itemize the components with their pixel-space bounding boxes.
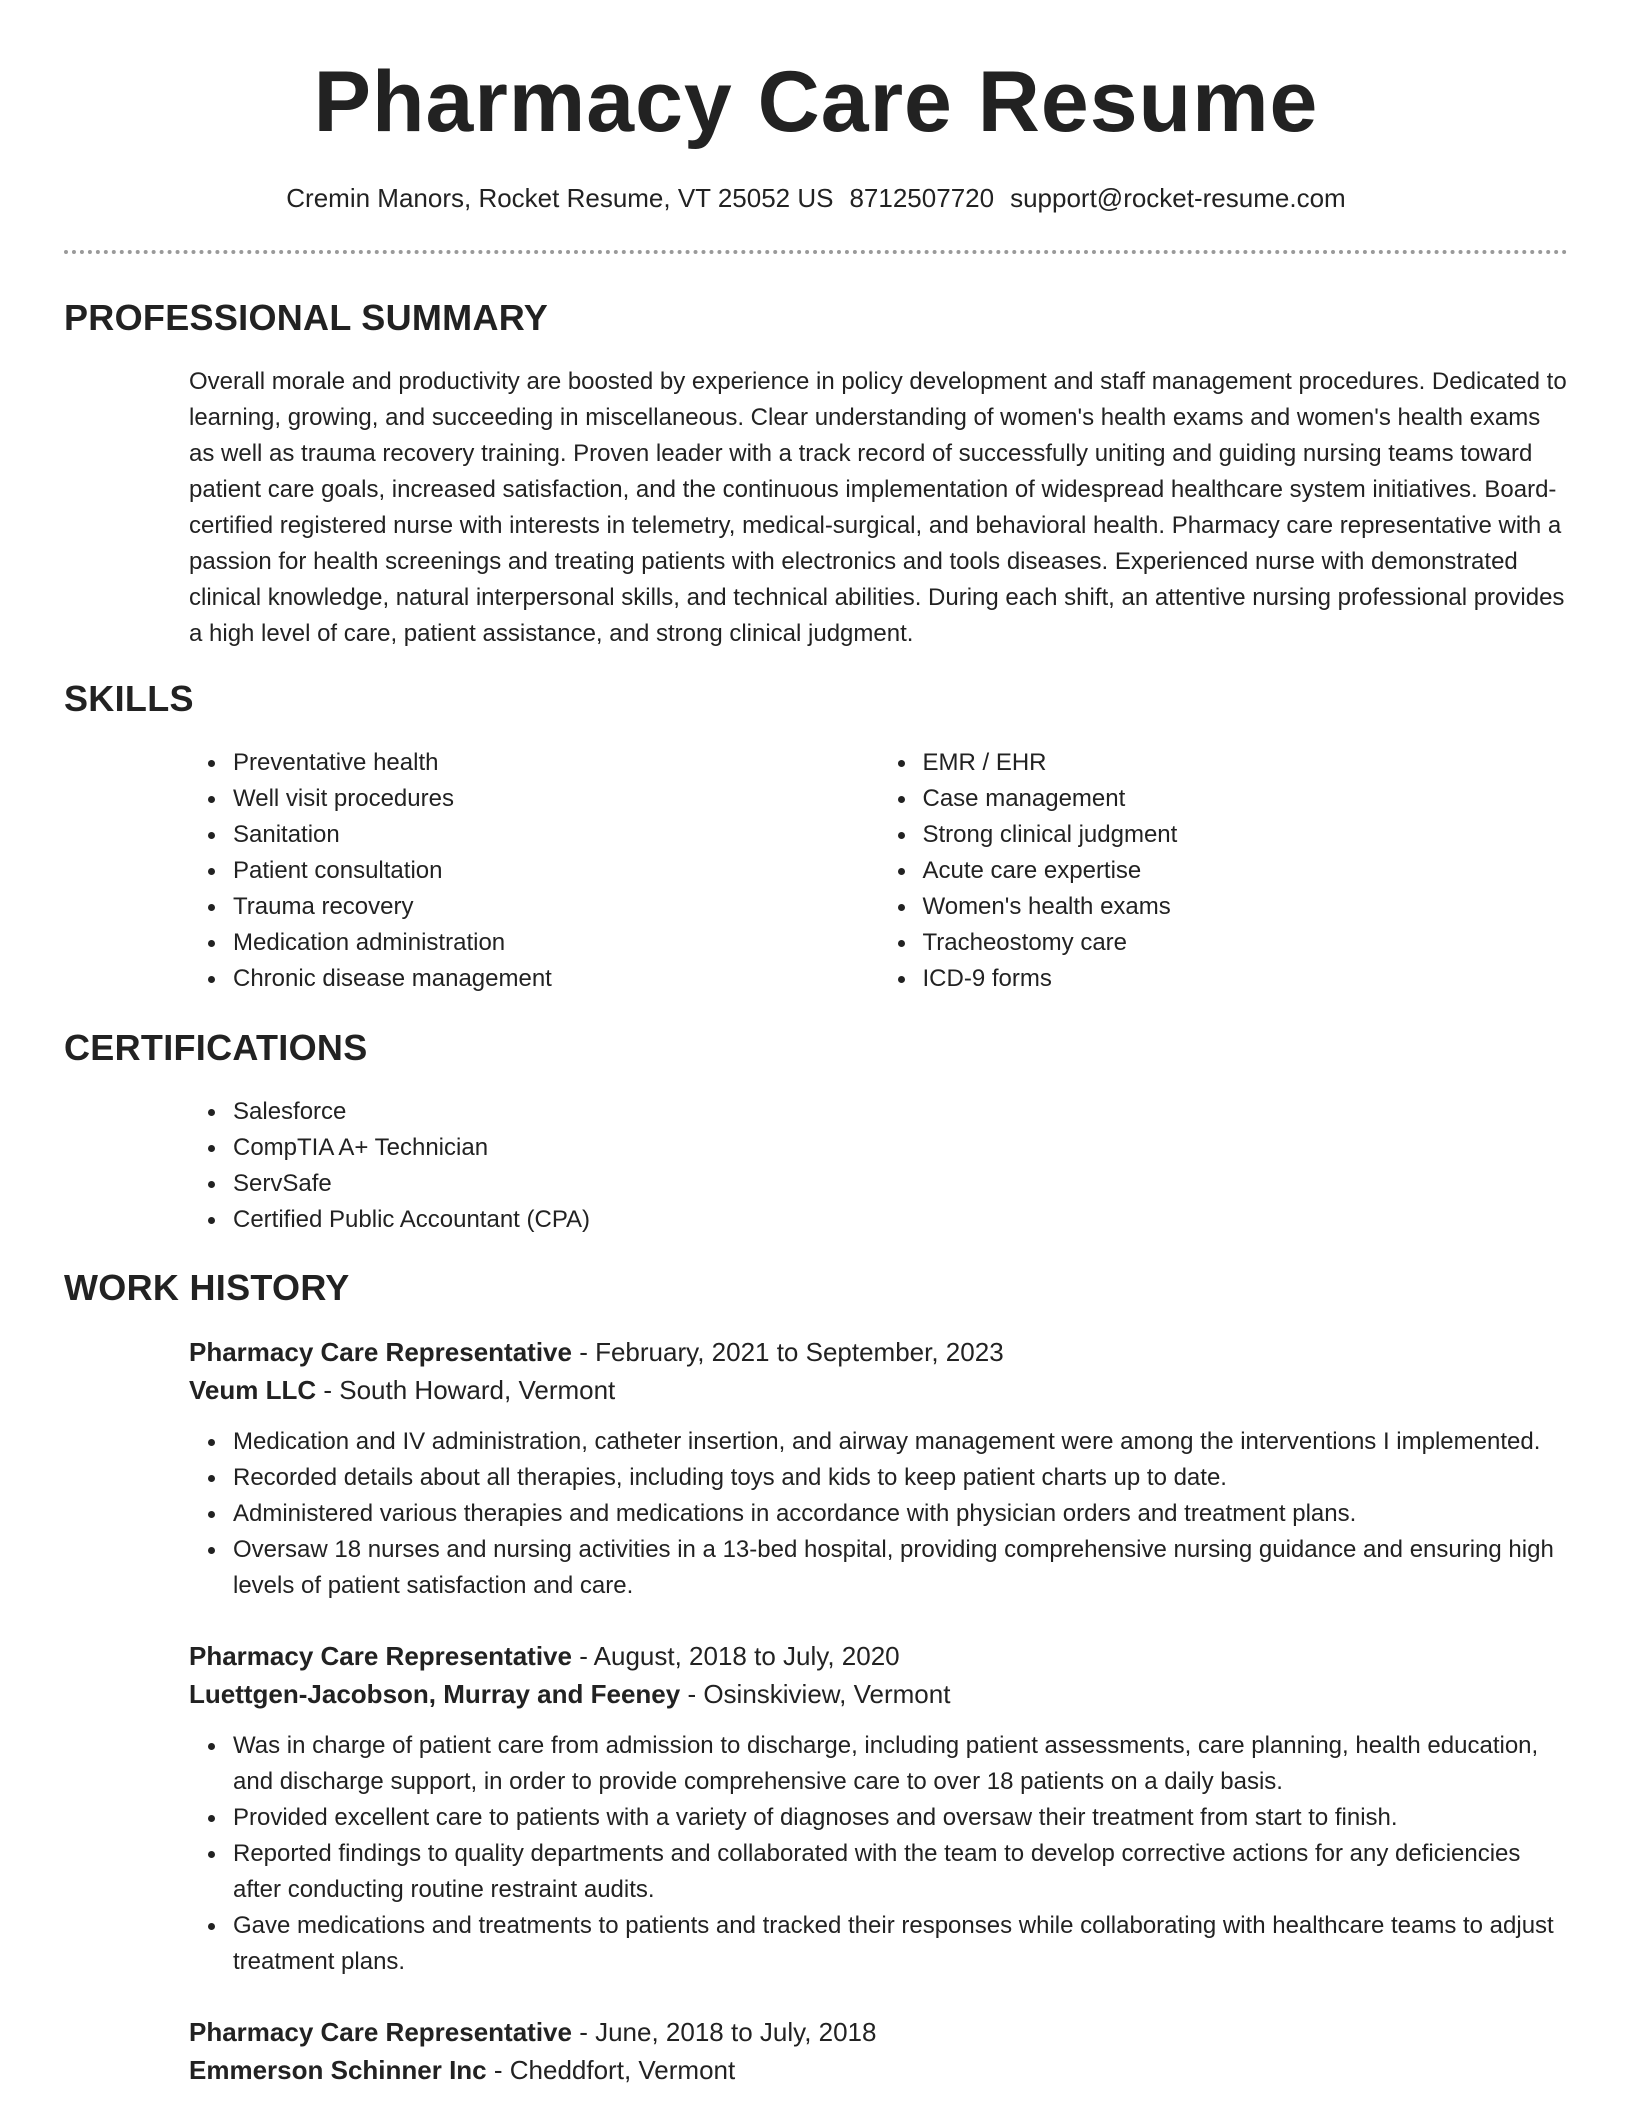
job-title-line	[189, 1334, 1568, 1370]
job-location: - Cheddfort, Vermont	[486, 2055, 736, 2085]
job-duty: Reported findings to quality departments and collaborated with the team to develop corrective actions for any deficiencies after conducting routine restraint audits.	[233, 1836, 1568, 1908]
skill-item: Case management	[923, 781, 1569, 817]
skill-item: Medication administration	[233, 925, 879, 961]
contact-phone: 8712507720	[849, 183, 995, 213]
job-duty: Provided excellent care to patients with a variety of diagnoses and oversaw their treatment from start to finish.	[233, 1800, 1568, 1836]
job-entry	[189, 1334, 1568, 1604]
skill-item: ICD-9 forms	[923, 961, 1569, 997]
skill-item: Sanitation	[233, 817, 879, 853]
job-entry	[189, 1638, 1568, 1980]
header-divider	[64, 250, 1568, 254]
skill-item: Patient consultation	[233, 853, 879, 889]
contact-address: Cremin Manors, Rocket Resume, VT 25052 US	[286, 183, 834, 213]
skill-item: Women's health exams	[923, 889, 1569, 925]
skill-item: Tracheostomy care	[923, 925, 1569, 961]
job-title: Pharmacy Care Representative	[189, 1337, 572, 1367]
skill-item: Preventative health	[233, 745, 879, 781]
job-company-line	[189, 1676, 1568, 1712]
job-duty: Gave medications and treatments to patients and tracked their responses while collaborating with healthcare teams to adjust treatment plans.	[233, 1908, 1568, 1980]
job-dates: - June, 2018 to July, 2018	[571, 2017, 877, 2047]
certification-item: CompTIA A+ Technician	[233, 1130, 1568, 1166]
job-duty: Administered various therapies and medications in accordance with physician orders and treatment plans.	[233, 1496, 1568, 1532]
skill-item: Acute care expertise	[923, 853, 1569, 889]
summary-heading: PROFESSIONAL SUMMARY	[64, 297, 549, 338]
skills-list-left	[189, 745, 879, 997]
contact-email: support@rocket-resume.com	[1010, 183, 1346, 213]
job-title: Pharmacy Care Representative	[189, 2017, 572, 2047]
job-duty: Was in charge of patient care from admission to discharge, including patient assessments, care planning, health education, and discharge support, in order to provide comprehensive care to over 18 patients on a daily basis.	[233, 1728, 1568, 1800]
job-dates: - February, 2021 to September, 2023	[571, 1337, 1004, 1367]
skills-list-right	[879, 745, 1569, 997]
certification-item: ServSafe	[233, 1166, 1568, 1202]
skills-section	[64, 677, 1568, 997]
certifications-heading: CERTIFICATIONS	[64, 1027, 368, 1068]
job-company: Luettgen-Jacobson, Murray and Feeney	[189, 1679, 681, 1709]
skills-heading: SKILLS	[64, 678, 194, 719]
job-dates: - August, 2018 to July, 2020	[571, 1641, 900, 1671]
summary-section	[64, 296, 1568, 652]
job-location: - South Howard, Vermont	[316, 1375, 616, 1405]
skill-item: Well visit procedures	[233, 781, 879, 817]
job-location: - Osinskiview, Vermont	[680, 1679, 951, 1709]
job-company-line	[189, 2052, 1568, 2088]
job-duty: Oversaw 18 nurses and nursing activities in a 13-bed hospital, providing comprehensive nursing guidance and ensuring high levels of patient satisfaction and care.	[233, 1532, 1568, 1604]
contact-line	[0, 180, 1632, 216]
job-company-line	[189, 1372, 1568, 1408]
job-duty: Medication and IV administration, catheter insertion, and airway management were among the interventions I implemented.	[233, 1424, 1568, 1460]
certifications-section	[64, 1026, 1568, 1238]
resume-title: Pharmacy Care Resume	[313, 54, 1319, 150]
skill-item: Strong clinical judgment	[923, 817, 1569, 853]
skill-item: EMR / EHR	[923, 745, 1569, 781]
job-title: Pharmacy Care Representative	[189, 1641, 572, 1671]
certifications-list	[189, 1094, 1568, 1238]
skill-item: Chronic disease management	[233, 961, 879, 997]
work-history-section	[64, 1266, 1568, 2122]
certification-item: Certified Public Accountant (CPA)	[233, 1202, 1568, 1238]
job-title-line	[189, 1638, 1568, 1674]
job-company: Emmerson Schinner Inc	[189, 2055, 487, 2085]
summary-text: Overall morale and productivity are boosted by experience in policy development and staff management procedures. Dedicated to learning, growing, and succeeding in miscellaneous. Clear understanding of women's health exams and women's health exams as well as trauma recovery training. Proven leader with a track record of successfully uniting and guiding nursing teams toward patient care goals, increased satisfaction, and the continuous implementation of widespread healthcare system initiatives. Board-certified registered nurse with interests in telemetry, medical-surgical, and behavioral health. Pharmacy care representative with a passion for health screenings and treating patients with electronics and tools diseases. Experienced nurse with demonstrated clinical knowledge, natural interpersonal skills, and technical abilities. During each shift, an attentive nursing professional provides a high level of care, patient assistance, and strong clinical judgment.	[189, 368, 1567, 647]
skills-columns	[189, 745, 1568, 997]
work-history-heading: WORK HISTORY	[64, 1267, 350, 1308]
job-company: Veum LLC	[189, 1375, 317, 1405]
job-title-line	[189, 2014, 1568, 2050]
certification-item: Salesforce	[233, 1094, 1568, 1130]
job-duty: Recorded details about all therapies, including toys and kids to keep patient charts up to date.	[233, 1460, 1568, 1496]
job-duties	[189, 1728, 1568, 1980]
skill-item: Trauma recovery	[233, 889, 879, 925]
job-duties	[189, 1424, 1568, 1604]
job-entry	[189, 2014, 1568, 2088]
